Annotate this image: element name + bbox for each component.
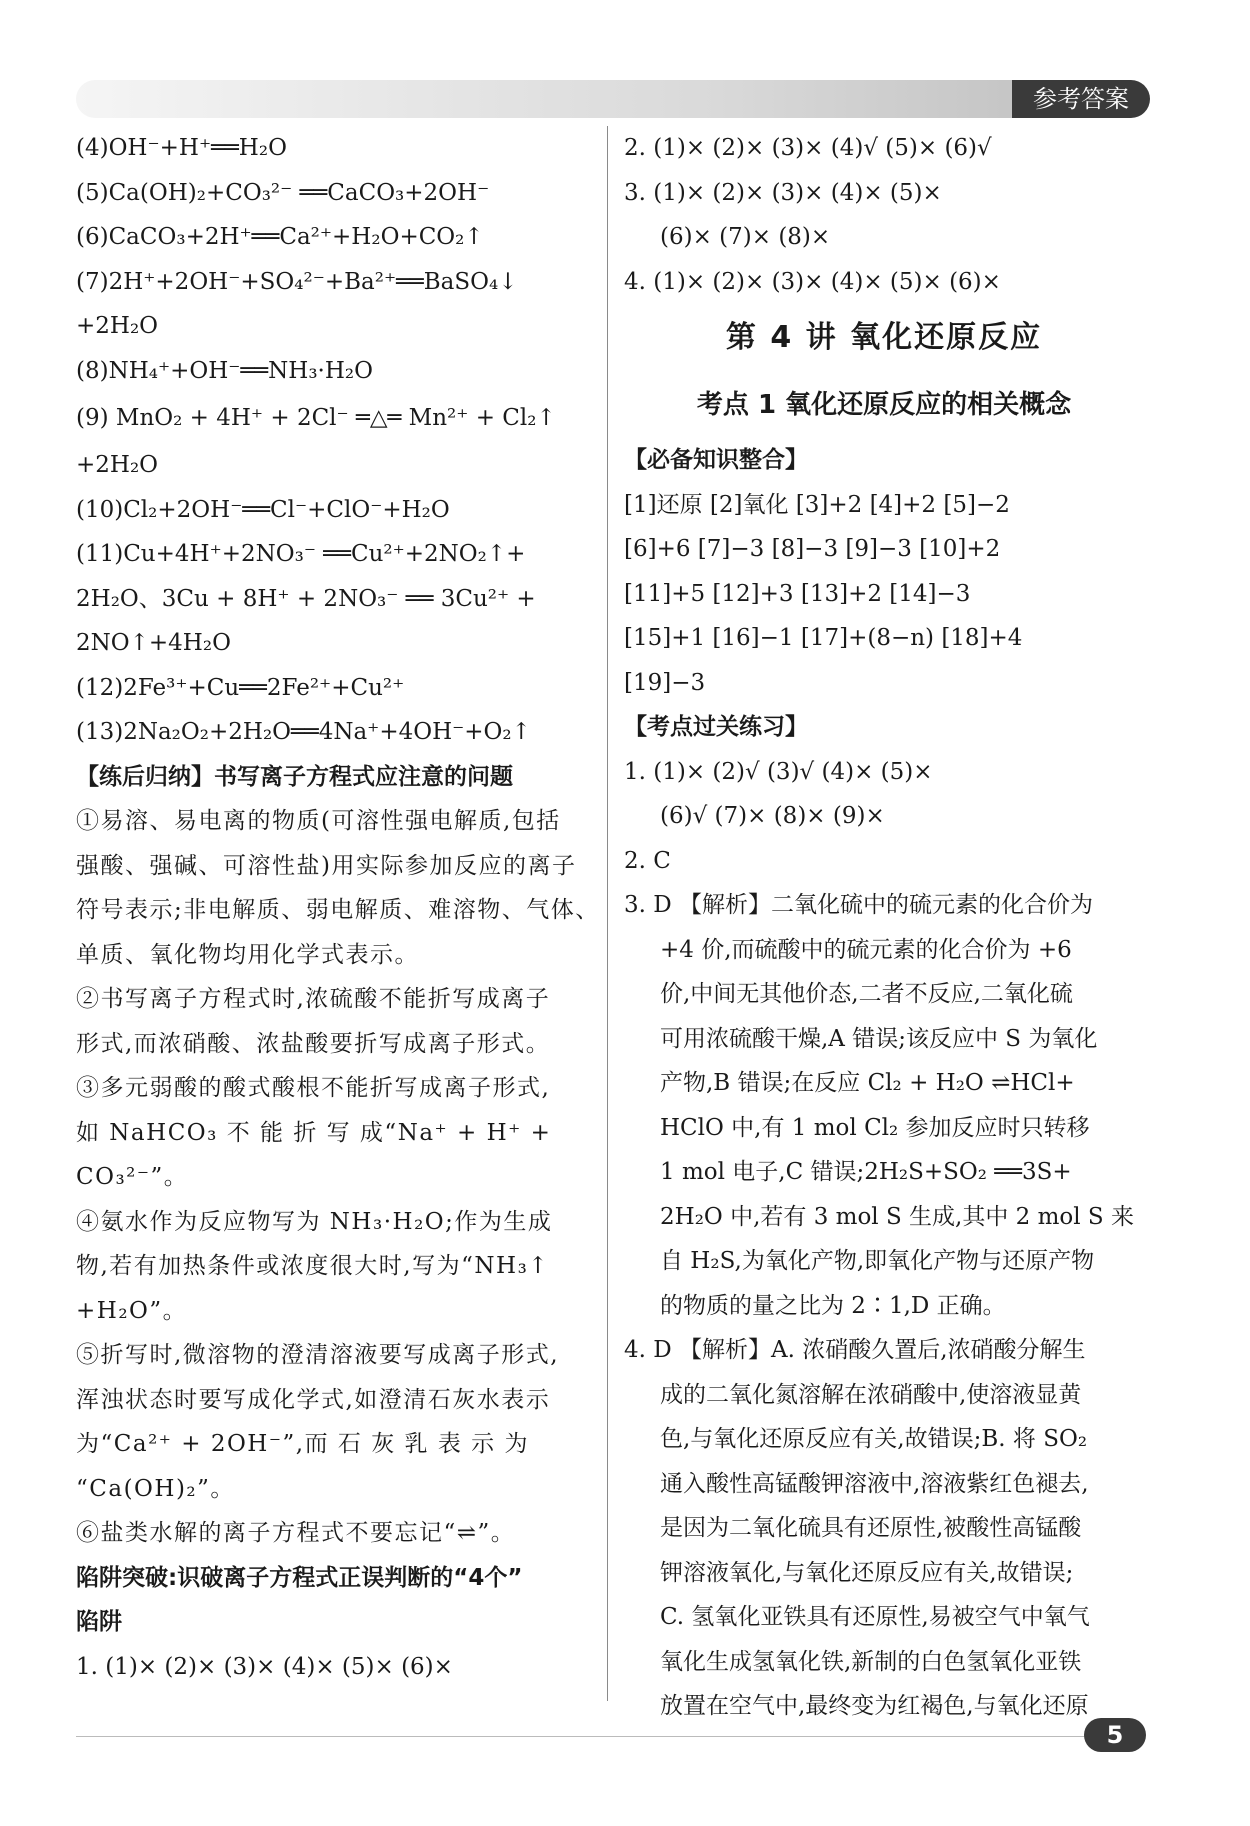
- answer-line: 3. (1)× (2)× (3)× (4)× (5)×: [624, 179, 942, 206]
- practice-line: HClO 中,有 1 mol Cl₂ 参加反应时只转移: [660, 1114, 1090, 1141]
- knowledge-line: [1]还原 [2]氧化 [3]+2 [4]+2 [5]−2: [624, 491, 1010, 518]
- summary-line: CO₃²⁻”。: [76, 1164, 189, 1190]
- summary-line: 浑浊状态时要写成化学式,如澄清石灰水表示: [76, 1386, 551, 1413]
- summary-line: 单质、氧化物均用化学式表示。: [76, 941, 419, 968]
- equation-line: 2NO↑+4H₂O: [76, 630, 231, 656]
- practice-line: 可用浓硫酸干燥,A 错误;该反应中 S 为氧化: [660, 1025, 1098, 1052]
- trap-heading-cont: 陷阱: [76, 1609, 122, 1635]
- left-column: [76, 126, 600, 1689]
- knowledge-heading: 【必备知识整合】: [624, 447, 808, 473]
- summary-line: ②书写离子方程式时,浓硫酸不能折写成离子: [76, 986, 551, 1012]
- practice-line: 是因为二氧化硫具有还原性,被酸性高锰酸: [660, 1515, 1082, 1541]
- practice-heading: 【考点过关练习】: [624, 714, 808, 740]
- answer-line: 2. (1)× (2)× (3)× (4)√ (5)× (6)√: [624, 135, 992, 161]
- equation-line: (9) MnO₂ + 4H⁺ + 2Cl⁻ ═△═ Mn²⁺ + Cl₂↑: [76, 405, 556, 431]
- page-number: 5: [1084, 1718, 1146, 1752]
- footer-rule: [76, 1736, 1086, 1737]
- practice-line: 通入酸性高锰酸钾溶液中,溶液紫红色褪去,: [660, 1470, 1089, 1497]
- knowledge-line: [19]−3: [624, 669, 706, 696]
- right-column: [624, 126, 1144, 1729]
- summary-line: ⑤折写时,微溶物的澄清溶液要写成离子形式,: [76, 1342, 560, 1368]
- equation-line: (5)Ca(OH)₂+CO₃²⁻ ══CaCO₃+2OH⁻: [76, 179, 490, 206]
- equation-line: 2H₂O、3Cu + 8H⁺ + 2NO₃⁻ ══ 3Cu²⁺ +: [76, 585, 536, 612]
- trap-answer: 1. (1)× (2)× (3)× (4)× (5)× (6)×: [76, 1653, 453, 1680]
- practice-line: 氧化生成氢氧化铁,新制的白色氢氧化亚铁: [660, 1648, 1082, 1675]
- practice-line: 1 mol 电子,C 错误;2H₂S+SO₂ ══3S+: [660, 1159, 1072, 1185]
- summary-line: ⑥盐类水解的离子方程式不要忘记“⇌”。: [76, 1520, 516, 1546]
- practice-line: 价,中间无其他价态,二者不反应,二氧化硫: [660, 981, 1073, 1007]
- summary-line: 形式,而浓硝酸、浓盐酸要折写成离子形式。: [76, 1030, 551, 1057]
- equation-line: (13)2Na₂O₂+2H₂O══4Na⁺+4OH⁻+O₂↑: [76, 719, 531, 745]
- summary-line: “Ca(OH)₂”。: [76, 1475, 235, 1502]
- answer-line: (6)× (7)× (8)×: [660, 224, 831, 250]
- practice-line: 钾溶液氧化,与氧化还原反应有关,故错误;: [660, 1559, 1074, 1586]
- header-bar: [76, 80, 1146, 118]
- summary-line: 如 NaHCO₃ 不 能 折 写 成“Na⁺ + H⁺ +: [76, 1119, 552, 1146]
- equation-line: +2H₂O: [76, 313, 159, 339]
- summary-line: 符号表示;非电解质、弱电解质、难溶物、气体、: [76, 897, 600, 923]
- summary-line: ③多元弱酸的酸式酸根不能折写成离子形式,: [76, 1075, 551, 1101]
- summary-line: ④氨水作为反应物写为 NH₃·H₂O;作为生成: [76, 1208, 553, 1235]
- summary-line: +H₂O”。: [76, 1297, 188, 1324]
- lecture-title: 第 4 讲 氧化还原反应: [725, 320, 1043, 355]
- knowledge-line: [15]+1 [16]−1 [17]+(8−n) [18]+4: [624, 625, 1023, 651]
- practice-line: 的物质的量之比为 2∶1,D 正确。: [660, 1292, 1006, 1319]
- practice-line: C. 氢氧化亚铁具有还原性,易被空气中氧气: [660, 1604, 1090, 1630]
- practice-line: 自 H₂S,为氧化产物,即氧化产物与还原产物: [660, 1248, 1095, 1274]
- equation-line: (12)2Fe³⁺+Cu══2Fe²⁺+Cu²⁺: [76, 674, 405, 701]
- equation-line: (7)2H⁺+2OH⁻+SO₄²⁻+Ba²⁺══BaSO₄↓: [76, 268, 518, 295]
- summary-line: 物,若有加热条件或浓度很大时,写为“NH₃↑: [76, 1253, 550, 1279]
- practice-line: (6)√ (7)× (8)× (9)×: [660, 803, 885, 829]
- equation-line: (6)CaCO₃+2H⁺══Ca²⁺+H₂O+CO₂↑: [76, 224, 484, 250]
- answer-line: 4. (1)× (2)× (3)× (4)× (5)× (6)×: [624, 268, 1001, 295]
- practice-line: 放置在空气中,最终变为红褐色,与氧化还原: [660, 1693, 1089, 1719]
- summary-line: 为“Ca²⁺ + 2OH⁻”,而 石 灰 乳 表 示 为: [76, 1431, 529, 1457]
- section-title: 考点 1 氧化还原反应的相关概念: [696, 390, 1072, 420]
- summary-line: 强酸、强碱、可溶性盐)用实际参加反应的离子: [76, 852, 577, 879]
- practice-line: 产物,B 错误;在反应 Cl₂ + H₂O ⇌HCl+: [660, 1070, 1075, 1096]
- equation-line: (11)Cu+4H⁺+2NO₃⁻ ══Cu²⁺+2NO₂↑+: [76, 541, 526, 567]
- practice-line: 2. C: [624, 847, 671, 874]
- practice-line: 色,与氧化还原反应有关,故错误;B. 将 SO₂: [660, 1426, 1088, 1452]
- practice-line: +4 价,而硫酸中的硫元素的化合价为 +6: [660, 936, 1072, 963]
- summary-line: ①易溶、易电离的物质(可溶性强电解质,包括: [76, 808, 561, 834]
- equation-line: (8)NH₄⁺+OH⁻══NH₃·H₂O: [76, 357, 373, 384]
- practice-line: 成的二氧化氮溶解在浓硝酸中,使溶液显黄: [660, 1381, 1082, 1408]
- summary-heading: 【练后归纳】书写离子方程式应注意的问题: [76, 763, 513, 790]
- practice-line: 2H₂O 中,若有 3 mol S 生成,其中 2 mol S 来: [660, 1203, 1134, 1230]
- equation-line: +2H₂O: [76, 452, 159, 478]
- knowledge-line: [6]+6 [7]−3 [8]−3 [9]−3 [10]+2: [624, 536, 1001, 562]
- practice-line: 1. (1)× (2)√ (3)√ (4)× (5)×: [624, 758, 933, 785]
- trap-heading: 陷阱突破:识破离子方程式正误判断的“4个”: [76, 1564, 523, 1591]
- knowledge-line: [11]+5 [12]+3 [13]+2 [14]−3: [624, 580, 971, 607]
- equation-line: (10)Cl₂+2OH⁻══Cl⁻+ClO⁻+H₂O: [76, 496, 450, 523]
- header-tag: 参考答案: [1012, 80, 1150, 118]
- practice-line: 4. D 【解析】A. 浓硝酸久置后,浓硝酸分解生: [624, 1337, 1086, 1363]
- equation-line: (4)OH⁻+H⁺══H₂O: [76, 135, 287, 161]
- column-divider: [607, 126, 608, 1701]
- practice-line: 3. D 【解析】二氧化硫中的硫元素的化合价为: [624, 892, 1094, 918]
